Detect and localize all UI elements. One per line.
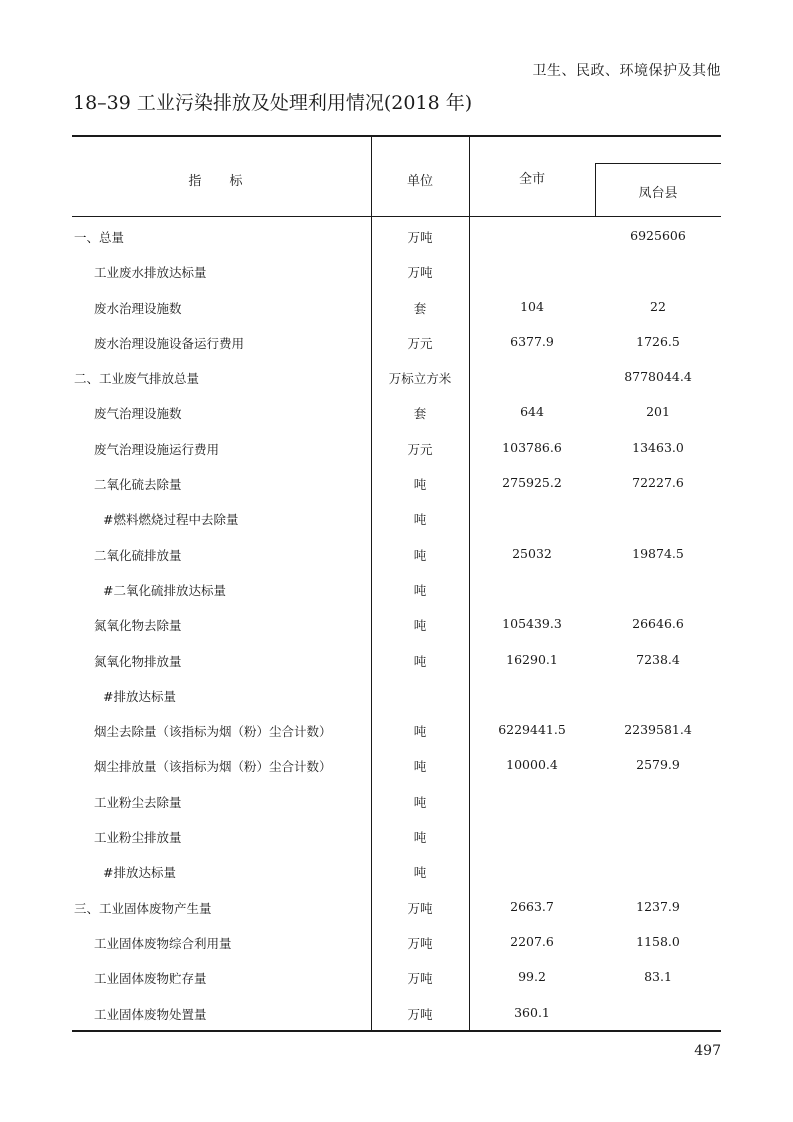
cell-unit: 万吨 — [407, 265, 433, 281]
cell-indicator: 二氧化硫排放量 — [94, 547, 182, 563]
cell-indicator: 氮氧化物排放量 — [94, 653, 182, 669]
table-row — [72, 394, 721, 429]
header-city: 全市 — [518, 172, 545, 187]
cell-unit: 吨 — [413, 547, 427, 563]
table-row — [72, 218, 721, 253]
cell-city: 25032 — [512, 545, 552, 561]
subheader-rule — [595, 163, 721, 164]
cell-county: 201 — [646, 404, 670, 420]
cell-county: 22 — [650, 298, 666, 314]
cell-indicator: 工业粉尘排放量 — [94, 830, 182, 846]
cell-county: 1237.9 — [636, 898, 680, 914]
table-row — [72, 818, 721, 853]
cell-unit: 万吨 — [407, 230, 433, 245]
table-row — [72, 995, 721, 1030]
table-header-rule — [72, 216, 721, 217]
cell-indicator: #燃料燃烧过程中去除量 — [103, 512, 239, 528]
cell-unit: 万吨 — [407, 971, 433, 987]
cell-county: 72227.6 — [632, 475, 684, 491]
table-row — [72, 853, 721, 888]
cell-unit: 吨 — [413, 582, 427, 598]
section-header: 卫生、民政、环境保护及其他 — [532, 63, 721, 79]
table-row — [72, 536, 721, 571]
cell-indicator: #排放达标量 — [103, 688, 176, 704]
cell-city: 2663.7 — [510, 898, 554, 914]
cell-unit: 万吨 — [407, 900, 433, 916]
cell-county: 1726.5 — [636, 333, 680, 349]
table-row — [72, 571, 721, 606]
table-row — [72, 359, 721, 394]
table-row — [72, 289, 721, 324]
table-row — [72, 465, 721, 500]
table-row — [72, 959, 721, 994]
table-row — [72, 500, 721, 535]
cell-unit: 吨 — [413, 512, 427, 528]
cell-unit: 万元 — [407, 335, 433, 351]
cell-indicator: 废气治理设施运行费用 — [94, 441, 220, 457]
cell-indicator: 工业固体废物综合利用量 — [94, 935, 232, 951]
table-row — [72, 783, 721, 818]
cell-unit: 吨 — [413, 477, 427, 493]
cell-city: 10000.4 — [506, 757, 558, 773]
cell-unit: 吨 — [413, 830, 427, 846]
cell-county: 83.1 — [644, 969, 672, 985]
cell-city: 99.2 — [518, 969, 546, 985]
table-body — [72, 218, 721, 1030]
cell-city: 6377.9 — [510, 333, 554, 349]
header-county: 凤台县 — [638, 186, 678, 201]
cell-indicator: 废水治理设施数 — [94, 300, 182, 316]
table-row — [72, 924, 721, 959]
cell-indicator: 氮氧化物去除量 — [94, 618, 182, 634]
cell-city: 2207.6 — [510, 933, 554, 949]
cell-unit: 万吨 — [407, 935, 433, 951]
cell-unit: 吨 — [413, 794, 427, 810]
table-row — [72, 889, 721, 924]
cell-city: 6229441.5 — [498, 722, 566, 738]
cell-indicator: 废气治理设施数 — [94, 406, 182, 422]
header-unit: 单位 — [406, 174, 433, 189]
cell-county: 19874.5 — [632, 545, 684, 561]
cell-indicator: 烟尘去除量（该指标为烟（粉）尘合计数） — [94, 724, 332, 740]
page-number: 497 — [694, 1043, 721, 1059]
table-row — [72, 324, 721, 359]
cell-unit: 吨 — [413, 618, 427, 634]
cell-indicator: 工业固体废物处置量 — [94, 1006, 207, 1022]
cell-unit: 万吨 — [407, 1006, 433, 1022]
cell-unit: 万标立方米 — [388, 371, 452, 387]
cell-unit: 套 — [413, 300, 427, 316]
cell-unit: 吨 — [413, 724, 427, 740]
cell-city: 105439.3 — [502, 616, 562, 632]
cell-unit: 吨 — [413, 865, 427, 881]
table-title: 18–39 工业污染排放及处理利用情况(2018 年) — [73, 92, 473, 114]
cell-county: 2579.9 — [636, 757, 680, 773]
cell-county: 7238.4 — [636, 651, 680, 667]
table-top-rule — [72, 135, 721, 137]
cell-indicator: 工业废水排放达标量 — [94, 265, 207, 281]
header-indicator: 指 标 — [188, 174, 255, 189]
cell-indicator: 二氧化硫去除量 — [94, 477, 182, 493]
cell-indicator: #二氧化硫排放达标量 — [103, 582, 226, 598]
cell-city: 275925.2 — [502, 475, 562, 491]
cell-indicator: 烟尘排放量（该指标为烟（粉）尘合计数） — [94, 759, 332, 775]
cell-city: 360.1 — [514, 1004, 550, 1020]
cell-indicator: 工业粉尘去除量 — [94, 794, 182, 810]
cell-county: 8778044.4 — [624, 369, 692, 385]
table-row — [72, 712, 721, 747]
table-row — [72, 642, 721, 677]
table-row — [72, 606, 721, 641]
cell-county: 1158.0 — [636, 933, 680, 949]
cell-city: 644 — [520, 404, 544, 420]
cell-city: 103786.6 — [502, 439, 562, 455]
cell-county: 6925606 — [630, 228, 686, 243]
cell-county: 2239581.4 — [624, 722, 692, 738]
cell-unit: 万元 — [407, 441, 433, 457]
table-row — [72, 253, 721, 288]
cell-city: 16290.1 — [506, 651, 558, 667]
cell-county: 26646.6 — [632, 616, 684, 632]
table-row — [72, 430, 721, 465]
cell-indicator: 一、总量 — [74, 230, 125, 245]
cell-city: 104 — [520, 298, 544, 314]
cell-county: 13463.0 — [632, 439, 684, 455]
cell-indicator: #排放达标量 — [103, 865, 176, 881]
table-row — [72, 747, 721, 782]
cell-unit: 吨 — [413, 759, 427, 775]
cell-unit: 套 — [413, 406, 427, 422]
cell-indicator: 废水治理设施设备运行费用 — [94, 335, 245, 351]
cell-indicator: 三、工业固体废物产生量 — [74, 900, 212, 916]
table-bottom-rule — [72, 1030, 721, 1032]
cell-unit: 吨 — [413, 653, 427, 669]
cell-indicator: 工业固体废物贮存量 — [94, 971, 207, 987]
table-row — [72, 677, 721, 712]
cell-indicator: 二、工业废气排放总量 — [74, 371, 200, 387]
